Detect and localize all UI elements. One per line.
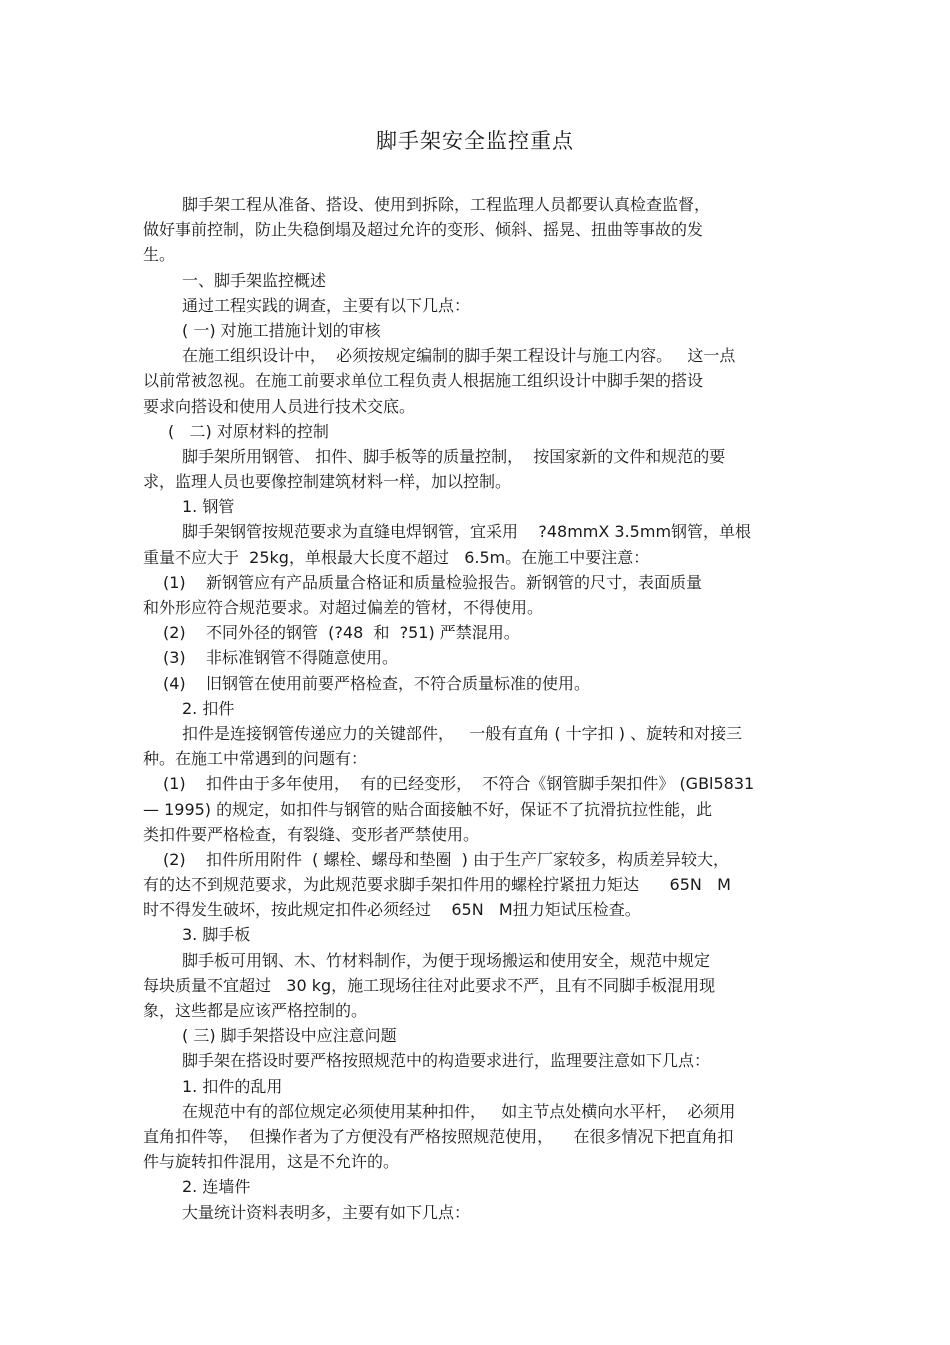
text-line: 在规范中有的部位规定必须使用某种扣件， 如主节点处横向水平杆， 必须用 (182, 1101, 736, 1121)
text-line: 时不得发生破坏，按此规定扣件必须经过 65N M扭力矩试压检查。 (143, 900, 641, 920)
text-line: (2) 扣件所用附件 ( 螺栓、螺母和垫圈 ) 由于生产厂家较多，构质差异较大， (163, 849, 730, 869)
text-line: 有的达不到规范要求，为此规范要求脚手架扣件用的螺栓拧紧扭力矩达 65N M (143, 875, 731, 895)
text-line: (1) 新钢管应有产品质量合格证和质量检验报告。新钢管的尺寸，表面质量 (163, 572, 703, 592)
text-line: 求，监理人员也要像控制建筑材料一样，加以控制。 (143, 472, 512, 492)
text-line: 一、脚手架监控概述 (182, 270, 327, 290)
text-line: 脚手板可用钢、木、竹材料制作，为便于现场搬运和使用安全，规范中规定 (182, 950, 711, 970)
text-line: 种。在施工中常遇到的问题有： (143, 749, 368, 769)
text-line: 脚手架钢管按规范要求为直缝电焊钢管，宜采用 ?48mmX 3.5mm钢管，单根 (182, 522, 752, 542)
text-line: (2) 不同外径的钢管 (?48 和 ?51) 严禁混用。 (163, 623, 520, 643)
text-line: 大量统计资料表明多，主要有如下几点： (182, 1202, 471, 1222)
text-line: 扣件是连接钢管传递应力的关键部件， 一般有直角 ( 十字扣 ) 、旋转和对接三 (182, 723, 743, 743)
text-line: (3) 非标准钢管不得随意使用。 (163, 648, 399, 668)
text-line: 每块质量不宜超过 30 kg，施工现场往往对此要求不严，且有不同脚手板混用现 (143, 975, 716, 995)
text-line: 和外形应符合规范要求。对超过偏差的管材，不得使用。 (143, 598, 544, 617)
text-line: 2. 扣件 (182, 698, 235, 718)
text-line: 2. 连墙件 (182, 1177, 251, 1197)
text-line: (4) 旧钢管在使用前要严格检查，不符合质量标准的使用。 (163, 673, 591, 693)
text-line: ( 二) 对原材料的控制 (168, 421, 329, 441)
text-line: — 1995) 的规定，如扣件与钢管的贴合面接触不好，保证不了抗滑抗拉性能，此 (143, 799, 713, 819)
text-line: 脚手架工程从准备、搭设、使用到拆除，工程监理人员都要认真检查监督， (182, 195, 711, 214)
text-line: 以前常被忽视。在施工前要求单位工程负责人根据施工组织设计中脚手架的搭设 (143, 371, 704, 391)
text-line: 通过工程实践的调查，主要有以下几点： (182, 295, 471, 315)
text-line: 脚手架所用钢管、 扣件、脚手板等的质量控制， 按国家新的文件和规范的要 (182, 446, 726, 466)
text-line: 件与旋转扣件混用，这是不允许的。 (143, 1152, 400, 1172)
text-line: 类扣件要严格检查，有裂缝、变形者严禁使用。 (143, 824, 480, 844)
text-line: 脚手架在搭设时要严格按照规范中的构造要求进行，监理要注意如下几点： (182, 1051, 711, 1071)
document-title: 脚手架安全监控重点 (376, 129, 574, 153)
text-line: 要求向搭设和使用人员进行技术交底。 (143, 396, 416, 416)
text-line: 直角扣件等， 但操作者为了方便没有严格按照规范使用， 在很多情况下把直角扣 (143, 1126, 734, 1146)
text-line: 生。 (143, 245, 176, 265)
text-line: 重量不应大于 25kg，单根最大长度不超过 6.5m。在施工中要注意： (143, 547, 650, 567)
text-line: 在施工组织设计中， 必须按规定编制的脚手架工程设计与施工内容。 这一点 (182, 346, 736, 366)
text-line: ( 一) 对施工措施计划的审核 (182, 320, 381, 340)
text-line: ( 三) 脚手架搭设中应注意问题 (182, 1026, 397, 1046)
document-body (143, 192, 823, 1225)
text-line: 3. 脚手板 (182, 925, 251, 945)
text-line: (1) 扣件由于多年使用， 有的已经变形， 不符合《钢管脚手架扣件》 (GBl5831 (163, 774, 755, 794)
text-line: 做好事前控制，防止失稳倒塌及超过允许的变形、倾斜、摇晃、扭曲等事故的发 (143, 220, 704, 240)
text-line: 1. 钢管 (182, 497, 235, 517)
text-line: 象，这些都是应该严格控制的。 (143, 1001, 368, 1020)
text-line: 1. 扣件的乱用 (182, 1076, 283, 1096)
